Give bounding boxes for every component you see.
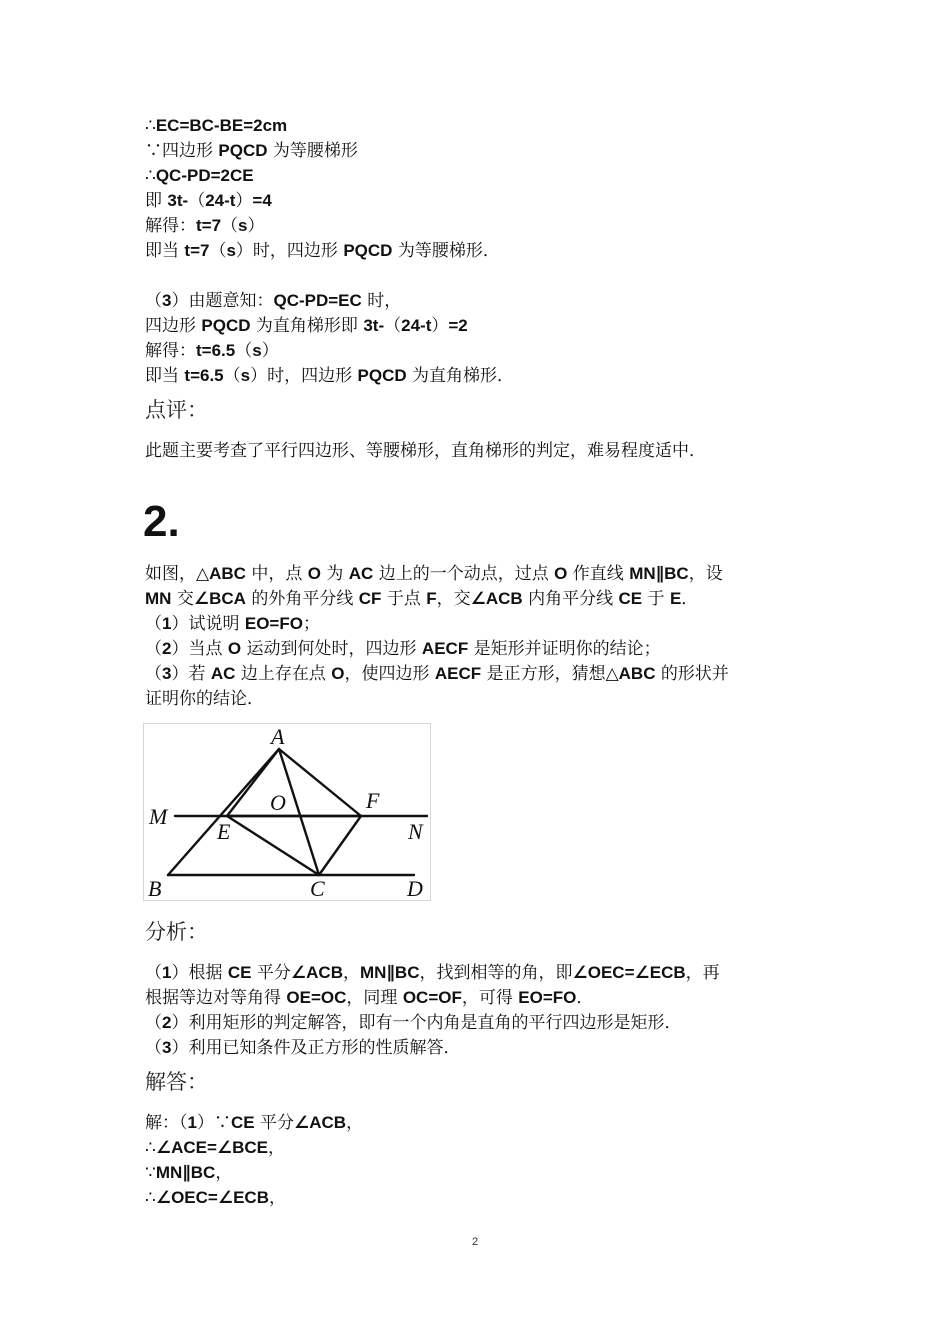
label-b: B [148, 876, 162, 900]
comment-text: 此题主要考查了平行四边形、等腰梯形，直角梯形的判定，难易程度适中． [145, 441, 706, 461]
answer-line: ∴∠OEC=∠ECB， [145, 1188, 286, 1208]
problem-line: 证明你的结论． [145, 689, 264, 709]
label-e: E [217, 819, 231, 844]
answer-line: ∵MN∥BC， [145, 1163, 233, 1183]
problem-line: MN 交∠BCA 的外角平分线 CF 于点 F，交∠ACB 内角平分线 CE 于 E． [145, 589, 699, 609]
solution-line: （3）由题意知：QC-PD=EC 时， [145, 291, 402, 311]
answer-heading: 解答： [145, 1070, 208, 1094]
analysis-heading: 分析： [145, 920, 208, 944]
analysis-line: （1）根据 CE 平分∠ACB，MN∥BC，找到相等的角，即∠OEC=∠ECB，再 [145, 963, 720, 983]
solution-line: 解得：t=6.5（s） [145, 341, 279, 361]
page-number: 2 [471, 1236, 479, 1248]
solution-line: 四边形 PQCD 为直角梯形即 3t-（24-t）=2 [145, 316, 468, 336]
analysis-line: （3）利用已知条件及正方形的性质解答． [145, 1038, 461, 1058]
label-c: C [310, 876, 325, 900]
answer-line: 解：（1）∵CE 平分∠ACB， [145, 1113, 364, 1133]
segment-ec [227, 816, 319, 875]
analysis-line: （2）利用矩形的判定解答，即有一个内角是直角的平行四边形是矩形． [145, 1013, 682, 1033]
label-a: A [271, 724, 285, 749]
solution-line: 即当 t=7（s）时，四边形 PQCD 为等腰梯形． [145, 241, 500, 261]
problem-line: （2）当点 O 运动到何处时，四边形 AECF 是矩形并证明你的结论； [145, 639, 661, 659]
geometry-diagram [144, 724, 430, 900]
solution-line: 解得：t=7（s） [145, 216, 265, 236]
comment-heading: 点评： [145, 398, 208, 422]
solution-line: 即 3t-（24-t）=4 [145, 191, 272, 211]
solution-line: ∴QC-PD=2CE [145, 166, 254, 186]
answer-line: ∴∠ACE=∠BCE， [145, 1138, 286, 1158]
label-o: O [270, 790, 286, 815]
segment-af [279, 749, 361, 816]
solution-line: ∵四边形 PQCD 为等腰梯形 [145, 141, 358, 161]
solution-line: ∴EC=BC-BE=2cm [145, 116, 288, 136]
label-d: D [407, 876, 423, 900]
problem-line: （3）若 AC 边上存在点 O，使四边形 AECF 是正方形，猜想△ABC 的形状并 [145, 664, 729, 684]
segment-fc [319, 816, 361, 875]
side-ab [168, 749, 279, 875]
solution-line: 即当 t=6.5（s）时，四边形 PQCD 为直角梯形． [145, 366, 515, 386]
problem-line: 如图，△ABC 中，点 O 为 AC 边上的一个动点，过点 O 作直线 MN∥BC，设 [145, 564, 723, 584]
geometry-figure [143, 723, 431, 901]
label-n: N [408, 819, 423, 844]
analysis-line: 根据等边对等角得 OE=OC，同理 OC=OF，可得 EO=FO． [145, 988, 594, 1008]
label-f: F [366, 788, 380, 813]
label-m: M [149, 804, 168, 829]
problem-line: （1）试说明 EO=FO； [145, 614, 320, 634]
problem-number: 2. [143, 497, 180, 546]
